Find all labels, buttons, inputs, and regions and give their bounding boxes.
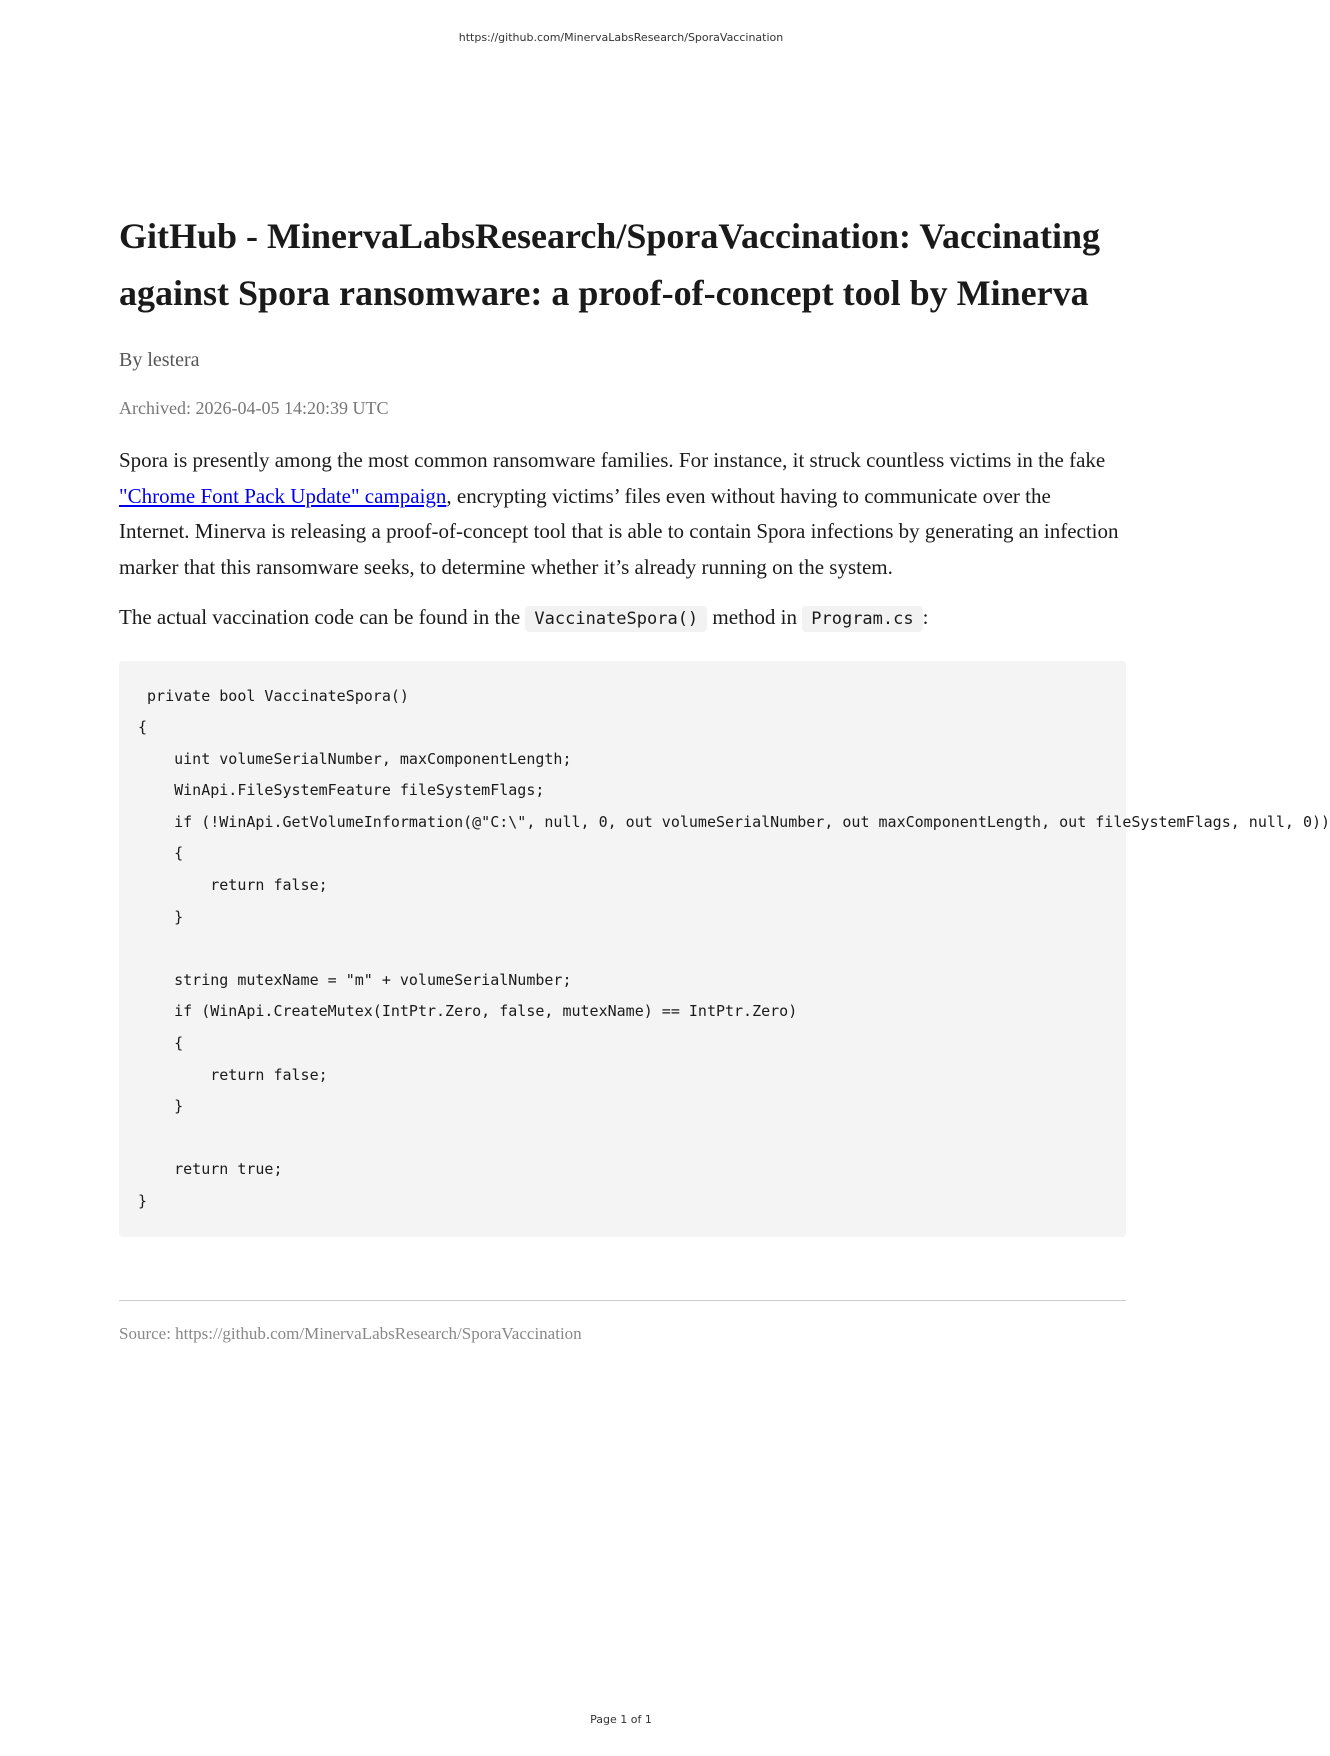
code-block[interactable] [119, 661, 1330, 1237]
divider [119, 1300, 1126, 1301]
inline-code-file: Program.cs [802, 606, 922, 632]
page-footer: Page 1 of 1 [590, 1713, 652, 1726]
article [119, 208, 1330, 1347]
archived-timestamp: Archived: 2026-04-05 14:20:39 UTC [119, 398, 389, 418]
chrome-font-pack-campaign-link[interactable]: "Chrome Font Pack Update" campaign [119, 483, 447, 508]
paragraph2-text-start: The actual vaccination code can be found in the [119, 605, 526, 629]
paragraph2-text-end: : [922, 605, 929, 629]
article-title: GitHub - MinervaLabsResearch/SporaVaccination: Vaccinating against Spora ransomware: a proof-of-concept tool by Minerva [119, 216, 1101, 313]
inline-code-method: VaccinateSpora() [525, 606, 707, 632]
byline: By lestera [119, 349, 200, 371]
vaccination-code-paragraph [119, 600, 1126, 638]
page-header-url: https://github.com/MinervaLabsResearch/SporaVaccination [458, 31, 784, 44]
paragraph2-text-middle: method in [707, 605, 803, 629]
intro-text-start: Spora is presently among the most common ransomware families. For instance, it struck countless victims in the fake [119, 448, 1106, 472]
intro-text-end: , encrypting victims’ files even without having to communicate over the Internet. Minerva is releasing a proof-of-concept tool that is able to contain Spora infections by generating an infection marker that this ransomware seeks, to determine whether it’s already running on the system. [119, 483, 1119, 579]
source-line: Source: https://github.com/MinervaLabsResearch/SporaVaccination [119, 1323, 582, 1343]
code-block-content: private bool VaccinateSpora() { uint volumeSerialNumber, maxComponentLength; WinApi.FileSystemFeature fileSystemFlags; if (!WinApi.GetVolumeInformation(@"C:\", null, 0, out volumeSerialNumber, out maxComponentLength, out fileSystemFlags, null, 0)) { return false; } string mutexName = "m" + volumeSerialNumber; if (WinApi.CreateMutex(IntPtr.Zero, false, mutexName) == IntPtr.Zero) { return false; } return true; } [138, 686, 1330, 1210]
intro-paragraph [119, 443, 1126, 585]
